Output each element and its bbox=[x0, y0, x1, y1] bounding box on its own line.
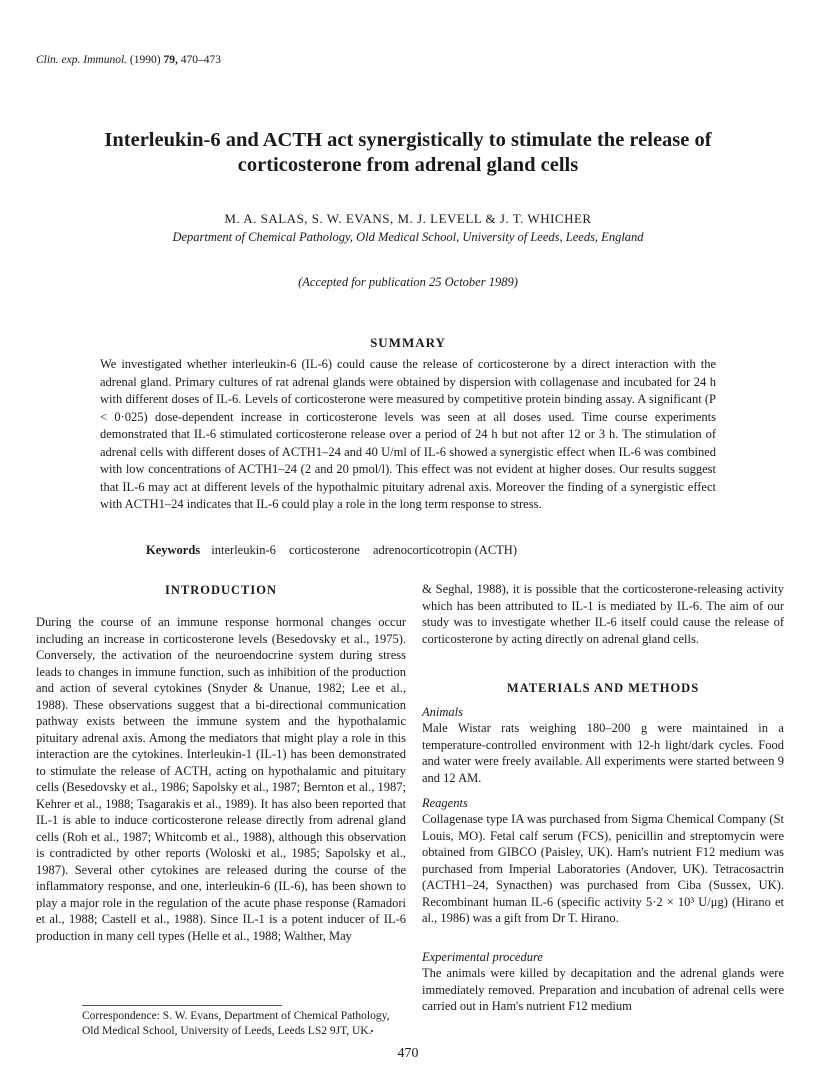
introduction-heading: INTRODUCTION bbox=[164, 583, 277, 597]
summary-heading: SUMMARY bbox=[370, 335, 446, 350]
author-list: M. A. SALAS, S. W. EVANS, M. J. LEVELL & J. T. WHICHER bbox=[224, 211, 592, 226]
correspondence-note: Correspondence: S. W. Evans, Department of Chemical Pathology, Old Medical School, University of Leeds, Leeds LS2 9JT, UK. bbox=[82, 1010, 390, 1037]
keywords-label: Keywords bbox=[146, 543, 201, 557]
print-mark bbox=[371, 1030, 373, 1032]
procedure-heading: Experimental procedure bbox=[422, 950, 543, 964]
citation-year: (1990) bbox=[129, 54, 161, 66]
reagents-text: Collagenase type IA was purchased from Sigma Chemical Company (St Louis, MO). Fetal calf serum (FCS), penicillin and streptomycin were obtained from GIBCO (Paisley, UK). Ham's nutrient F12 medium was purchased from Imperial Laboratories (Andover, UK). Tetracosactrin (ACTH1–24, Synacthen) was purchased from Ciba (Sussex, UK). Recombinant human IL-6 (specific activity 5·2 × 10³ U/μg) (Hirano et al., 1986) was a gift from Dr T. Hirano. bbox=[422, 812, 784, 925]
summary-text: We investigated whether interleukin-6 (IL-6) could cause the release of corticosterone by a direct interaction with the adrenal gland. Primary cultures of rat adrenal glands were obtained by dispersion with collagenase and incubated for 24 h with different doses of IL-6. Levels of corticosterone were measured by competitive protein binding assay. A significant (P < 0·025) dose-dependent increase in corticosterone levels was seen at all doses used. Time course experiments demonstrated that IL-6 stimulated corticosterone release over a period of 24 h but not after 12 or 3 h. The stimulation of adrenal cells with different doses of ACTH1–24 and 40 U/ml of IL-6 showed a synergistic effect when IL-6 was combined with low concentrations of ACTH1–24 (2 and 20 pmol/l). This effect was not evident at higher doses. Our results suggest that IL-6 may act at different levels of the hypothalmic pituitary adrenal axis. Moreover the finding of a synergistic effect with ACTH1–24 indicates that IL-6 could play a role in the long term response to stress. bbox=[100, 357, 716, 511]
procedure-text: The animals were killed by decapitation and the adrenal glands were immediately removed. Preparation and incubation of adrenal cells were carried out in Ham's nutrient F12 medium bbox=[422, 966, 784, 1013]
journal-citation bbox=[36, 54, 221, 66]
footnote-divider bbox=[82, 1005, 282, 1006]
accepted-date: (Accepted for publication 25 October 1989) bbox=[298, 275, 518, 289]
reagents-heading: Reagents bbox=[422, 796, 468, 810]
methods-heading: MATERIALS AND METHODS bbox=[506, 681, 700, 695]
animals-heading: Animals bbox=[422, 705, 463, 719]
keywords bbox=[146, 543, 746, 558]
citation-volume: 79, bbox=[163, 54, 178, 66]
affiliation: Department of Chemical Pathology, Old Medical School, University of Leeds, Leeds, England bbox=[172, 230, 644, 244]
page-number: 470 bbox=[397, 1046, 419, 1061]
animals-text: Male Wistar rats weighing 180–200 g were maintained in a temperature-controlled environment with 12-h light/dark cycles. Food and water were freely available. All experiments were started between 9 and 12 AM. bbox=[422, 721, 784, 785]
introduction-text: During the course of an immune response hormonal changes occur including an increase in corticosterone levels (Besedovsky et al., 1975). Conversely, the activation of the neuroendocrine system during stress leads to changes in immune function, such as inhibition of the production and action of several cytokines (Snyder & Unanue, 1982; Lee et al., 1988). These observations suggest that a bi-directional communication pathway exists between the immune system and the hypothalamic pituitary adrenal axis. Among the mediators that might play a role in this interaction are the cytokines. Interleukin-1 (IL-1) has been demonstrated to stimulate the release of ACTH, acting on hypothalamic and pituitary cells (Besedovsky et al., 1986; Sapolsky et al., 1987; Bernton et al., 1987; Kehrer et al., 1988; Tsagarakis et al., 1989). It has also been reported that IL-1 is able to induce corticosterone release directly from adrenal gland cells (Roh et al., 1987; Whitcomb et al., 1988), although this observation is contradicted by other reports (Woloski et al., 1985; Sapolsky et al., 1987). Several other cytokines are released during the course of the inflammatory response, and one, interleukin-6 (IL-6), has been shown to play a major role in the regulation of the acute phase response (Ramadori et al., 1988; Castell et al., 1988). Since IL-1 is a potent inducer of IL-6 production in many cell types (Helle et al., 1988; Walther, May bbox=[36, 615, 406, 943]
keyword-item: corticosterone bbox=[289, 543, 360, 557]
introduction-continuation: & Seghal, 1988), it is possible that the corticosterone-releasing activity which has been attributed to IL-1 is mediated by IL-6. The aim of our study was to investigate whether IL-6 itself could cause the release of corticosterone by acting directly on adrenal gland cells. bbox=[422, 582, 784, 646]
journal-name: Clin. exp. Immunol. bbox=[36, 54, 128, 66]
keyword-item: interleukin-6 bbox=[211, 543, 276, 557]
citation-pages: 470–473 bbox=[180, 54, 221, 66]
keyword-item: adrenocorticotropin (ACTH) bbox=[372, 543, 517, 557]
article-title: Interleukin-6 and ACTH act synergistically to stimulate the release of corticosterone from adrenal gland cells bbox=[104, 129, 712, 176]
